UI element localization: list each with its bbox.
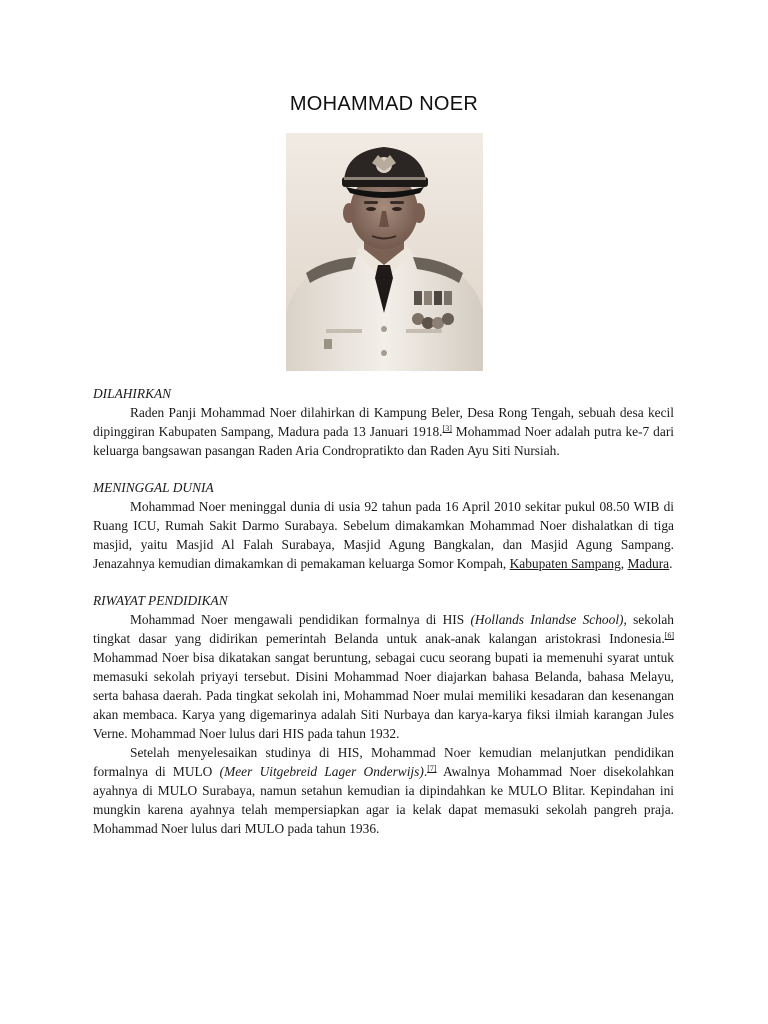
paragraph-text: , sekolah tingkat dasar yang didirikan pemerintah Belanda untuk anak-anak kalangan aristokrasi Indonesia.: [93, 612, 674, 646]
section-heading-education: RIWAYAT PENDIDIKAN: [93, 593, 228, 608]
paragraph-education-1: [93, 610, 674, 743]
citation-link[interactable]: [7]: [427, 764, 437, 773]
citation-link[interactable]: [3]: [442, 424, 452, 433]
page-title: MOHAMMAD NOER: [289, 93, 479, 115]
spacer: [93, 573, 674, 591]
paragraph-text: .: [423, 764, 428, 779]
paragraph-text: Mohammad Noer bisa dikatakan sangat beruntung, sebagai cucu seorang bupati ia memenuhi syarat untuk memasuki sekolah priyayi tersebut. Disini Mohammad Noer diajarkan bahasa Belanda, bahasa Melayu, serta bahasa daerah. Pada tingkat sekolah ini, Mohammad Noer mulai memiliki kesadaran dan kesenangan akan membaca. Karya yang digemarinya adalah Siti Nurbaya dan karya-karya fiksi ilmiah karangan Jules Verne. Mohammad Noer lulus dari HIS pada tahun 1932.: [93, 650, 674, 741]
section-heading-died: MENINGGAL DUNIA: [93, 480, 214, 495]
paragraph-text: Awalnya Mohammad Noer disekolahkan ayahnya di MULO Surabaya, namun setahun kemudian ia dipindahkan ke MULO Blitar. Kepindahan ini mungkin karena ayahnya telah mempersiapkan agar ia kelak dapat memasuki sekolah pangreh praja. Mohammad Noer lulus dari MULO pada tahun 1936.: [93, 764, 674, 836]
paragraph-text: .: [669, 556, 673, 571]
paragraph-education-2: [93, 743, 674, 838]
citation-link[interactable]: [6]: [664, 631, 674, 640]
italic-term: (Meer Uitgebreid Lager Onderwijs): [219, 764, 424, 779]
paragraph-text: Mohammad Noer adalah putra ke-7 dari keluarga bangsawan pasangan Raden Aria Condropratikto dan Raden Ayu Siti Nursiah.: [93, 424, 674, 458]
spacer: [93, 460, 674, 478]
document-body: [93, 384, 674, 838]
portrait-photo: [286, 133, 483, 371]
link-madura[interactable]: Madura: [627, 556, 670, 571]
paragraph-died: [93, 497, 674, 573]
paragraph-text: Raden Panji Mohammad Noer dilahirkan di Kampung Beler, Desa Rong Tengah, sebuah desa kecil dipinggiran Kabupaten Sampang, Madura pada 13 Januari 1918.: [93, 405, 674, 439]
section-heading-born: DILAHIRKAN: [93, 386, 172, 401]
paragraph-text: Mohammad Noer mengawali pendidikan formalnya di HIS: [130, 612, 471, 627]
link-kabupaten-sampang[interactable]: Kabupaten Sampang: [509, 556, 621, 571]
paragraph-text: Setelah menyelesaikan studinya di HIS, Mohammad Noer kemudian melanjutkan pendidikan formalnya di MULO: [93, 745, 674, 779]
paragraph-text: ,: [620, 556, 628, 571]
paragraph-text: Mohammad Noer meninggal dunia di usia 92 tahun pada 16 April 2010 sekitar pukul 08.50 WIB di Ruang ICU, Rumah Sakit Darmo Surabaya. Sebelum dimakamkan Mohammad Noer dishalatkan di tiga masjid, yaitu Masjid Al Falah Surabaya, Masjid Agung Bangkalan, dan Masjid Agung Sampang. Jenazahnya kemudian dimakamkan di pemakaman keluarga Somor Kompah,: [93, 499, 674, 571]
italic-term: (Hollands Inlandse School): [470, 612, 624, 627]
portrait-illustration: [286, 133, 483, 371]
paragraph-born: [93, 403, 674, 460]
